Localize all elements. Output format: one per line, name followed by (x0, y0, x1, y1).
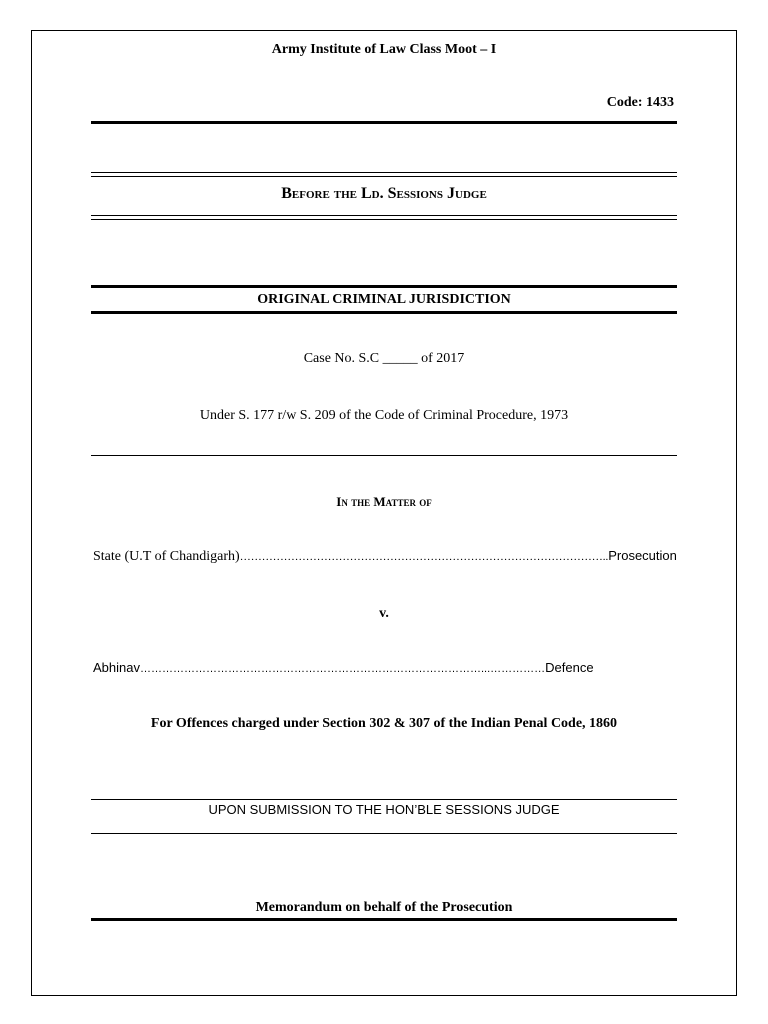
rule-court-top-2 (91, 176, 677, 177)
defence-role: Defence (545, 660, 594, 675)
rule-section (91, 455, 677, 456)
memorandum-title: Memorandum on behalf of the Prosecution (255, 900, 513, 915)
page-border (31, 30, 737, 996)
rule-header (91, 121, 677, 124)
rule-submission-bottom (91, 833, 677, 834)
rule-court-bottom-1 (91, 215, 677, 216)
in-the-matter-heading: In the Matter of (336, 494, 432, 509)
rule-jurisdiction-bottom (91, 311, 677, 314)
submission-line: UPON SUBMISSION TO THE HON’BLE SESSIONS JUDGE (208, 802, 560, 817)
rule-jurisdiction-top (91, 285, 677, 288)
defence-line (93, 660, 594, 675)
rule-court-top-1 (91, 172, 677, 173)
case-number: Case No. S.C _____ of 2017 (303, 351, 465, 366)
prosecution-line (93, 548, 677, 565)
rule-submission-top (91, 799, 677, 800)
institute-title: Army Institute of Law Class Moot – I (271, 42, 497, 57)
prosecution-leader: ……………………………………………………………………………………….. (239, 551, 609, 563)
rule-court-bottom-2 (91, 219, 677, 220)
offences-line: For Offences charged under Section 302 & 307 of the Indian Penal Code, 1860 (150, 716, 618, 731)
under-section: Under S. 177 r/w S. 209 of the Code of Criminal Procedure, 1973 (199, 408, 569, 423)
defence-leader: …………………………………………………………………………………...…………… (139, 663, 546, 675)
rule-memorandum (91, 918, 677, 921)
prosecution-name: State (U.T of Chandigarh) (93, 549, 240, 564)
court-heading: Before the Ld. Sessions Judge (281, 185, 487, 202)
prosecution-role: Prosecution (608, 548, 677, 563)
jurisdiction-heading: ORIGINAL CRIMINAL JURISDICTION (257, 292, 511, 307)
defence-name: Abhinav (93, 660, 140, 675)
case-code: Code: 1433 (606, 95, 674, 110)
versus: v. (379, 606, 389, 621)
